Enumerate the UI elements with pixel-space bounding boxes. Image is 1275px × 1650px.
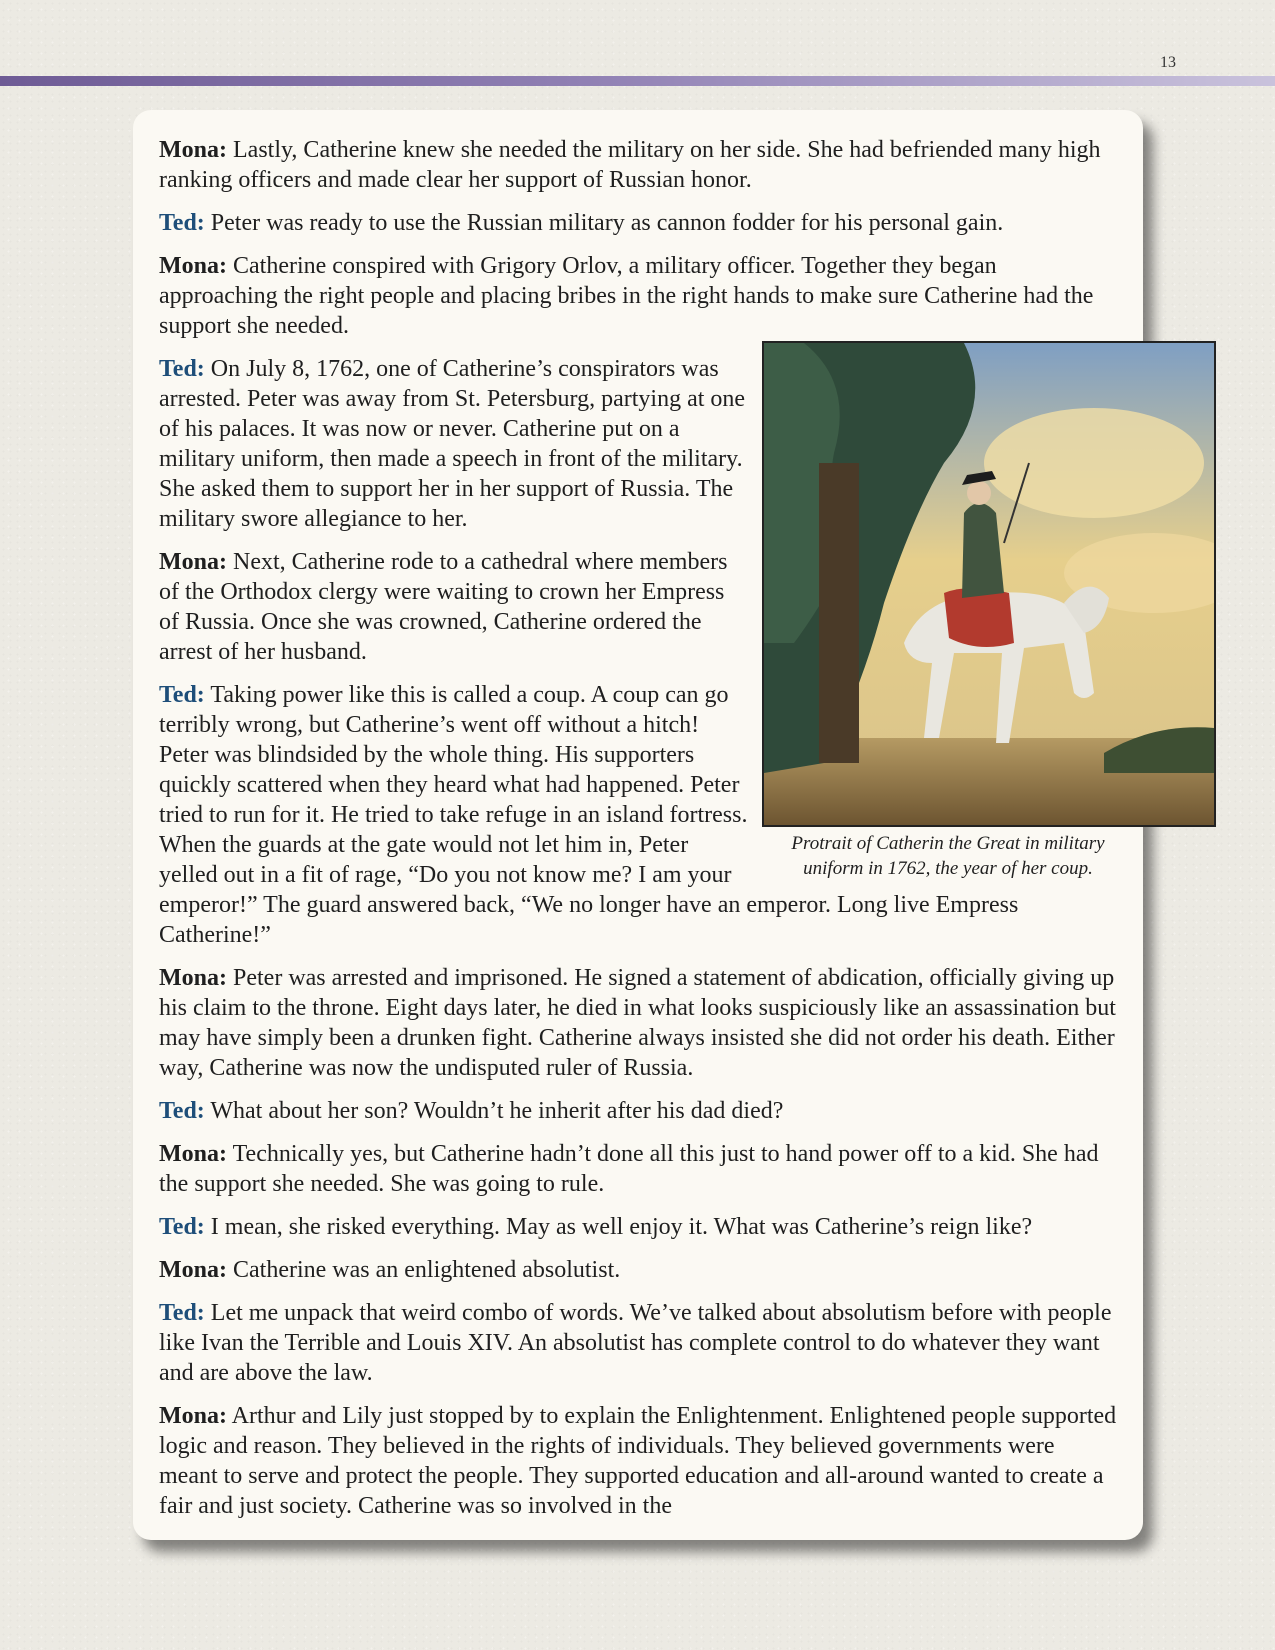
paragraph-text: Peter was arrested and imprisoned. He signed a statement of abdication, officially giving up his claim to the throne. Eight days later, he died in what looks suspiciously like an assassination but may have simply been a drunken fight. Catherine always insisted she did not order his death. Either way, Catherine was now the undisputed ruler of Russia. <box>159 965 1116 1081</box>
speaker-label: Mona: <box>159 1257 227 1283</box>
dialogue-paragraph <box>159 1255 1119 1285</box>
portrait-image <box>762 341 1216 827</box>
portrait-figure <box>762 341 1222 881</box>
speaker-label: Mona: <box>159 1141 227 1167</box>
header-rule <box>0 76 1275 86</box>
paragraph-text: Lastly, Catherine knew she needed the military on her side. She had befriended many high ranking officers and made clear her support of Russian honor. <box>159 137 1101 193</box>
dialogue-paragraph <box>159 1139 1119 1199</box>
dialogue-paragraph <box>159 208 1119 238</box>
paragraph-text: I mean, she risked everything. May as well enjoy it. What was Catherine’s reign like? <box>204 1214 1033 1240</box>
speaker-label: Mona: <box>159 965 227 991</box>
dialogue-paragraph <box>159 135 1119 195</box>
speaker-label: Ted: <box>159 210 205 236</box>
paragraph-text: Let me unpack that weird combo of words. We’ve talked about absolutism before with people like Ivan the Terrible and Louis XIV. An absolutist has complete control to do whatever they want and are above the law. <box>159 1300 1112 1386</box>
speaker-label: Mona: <box>159 137 227 163</box>
speaker-label: Ted: <box>159 1098 205 1124</box>
page-number: 13 <box>1160 54 1176 71</box>
figure-caption: Protrait of Catherin the Great in military uniform in 1762, the year of her coup. <box>791 833 1105 879</box>
dialogue-paragraph <box>159 1401 1119 1521</box>
speaker-label: Ted: <box>159 356 205 382</box>
dialogue-paragraph <box>159 251 1119 341</box>
dialogue-paragraph <box>159 1298 1119 1388</box>
speaker-label: Mona: <box>159 549 227 575</box>
paragraph-text: Catherine was an enlightened absolutist. <box>227 1257 621 1283</box>
paragraph-text: Peter was ready to use the Russian military as cannon fodder for his personal gain. <box>204 210 1004 236</box>
dialogue-paragraph <box>159 1212 1119 1242</box>
paragraph-text: Taking power like this is called a coup. A coup can go terribly wrong, but Catherine’s went off without a hitch! Peter was blindsided by the whole thing. His supporters quickly scattered when they heard what had happened. Peter tried to run for it. He tried to take refuge in an island fortress. When the guards at the gate would not let him in, Peter yelled out in a fit of rage, “Do you not know me? I am your emperor!” The guard answered back, “We no longer have an emperor. Long live Empress Catherine!” <box>159 682 1019 948</box>
dialogue-text <box>159 135 1119 1534</box>
dialogue-paragraph <box>159 963 1119 1083</box>
speaker-label: Mona: <box>159 1403 227 1429</box>
paragraph-text: Technically yes, but Catherine hadn’t done all this just to hand power off to a kid. She had the support she needed. She was going to rule. <box>159 1141 1099 1197</box>
speaker-label: Mona: <box>159 253 227 279</box>
paragraph-text: Catherine conspired with Grigory Orlov, a military officer. Together they began approaching the right people and placing bribes in the right hands to make sure Catherine had the support she needed. <box>159 253 1094 339</box>
paragraph-text: On July 8, 1762, one of Catherine’s conspirators was arrested. Peter was away from St. Petersburg, partying at one of his palaces. It was now or never. Catherine put on a military uniform, then made a speech in front of the military. She asked them to support her in her support of Russia. The military swore allegiance to her. <box>159 356 746 532</box>
speaker-label: Ted: <box>159 1214 205 1240</box>
dialogue-paragraph <box>159 1096 1119 1126</box>
speaker-label: Ted: <box>159 1300 205 1326</box>
paragraph-text: Next, Catherine rode to a cathedral where members of the Orthodox clergy were waiting to crown her Empress of Russia. Once she was crowned, Catherine ordered the arrest of her husband. <box>159 549 728 665</box>
speaker-label: Ted: <box>159 682 205 708</box>
paragraph-text: Arthur and Lily just stopped by to explain the Enlightenment. Enlightened people supported logic and reason. They believed in the rights of individuals. They believed governments were meant to serve and protect the people. They supported education and all-around wanted to create a fair and just society. Catherine was so involved in the <box>159 1403 1117 1519</box>
paragraph-text: What about her son? Wouldn’t he inherit after his dad died? <box>204 1098 784 1124</box>
